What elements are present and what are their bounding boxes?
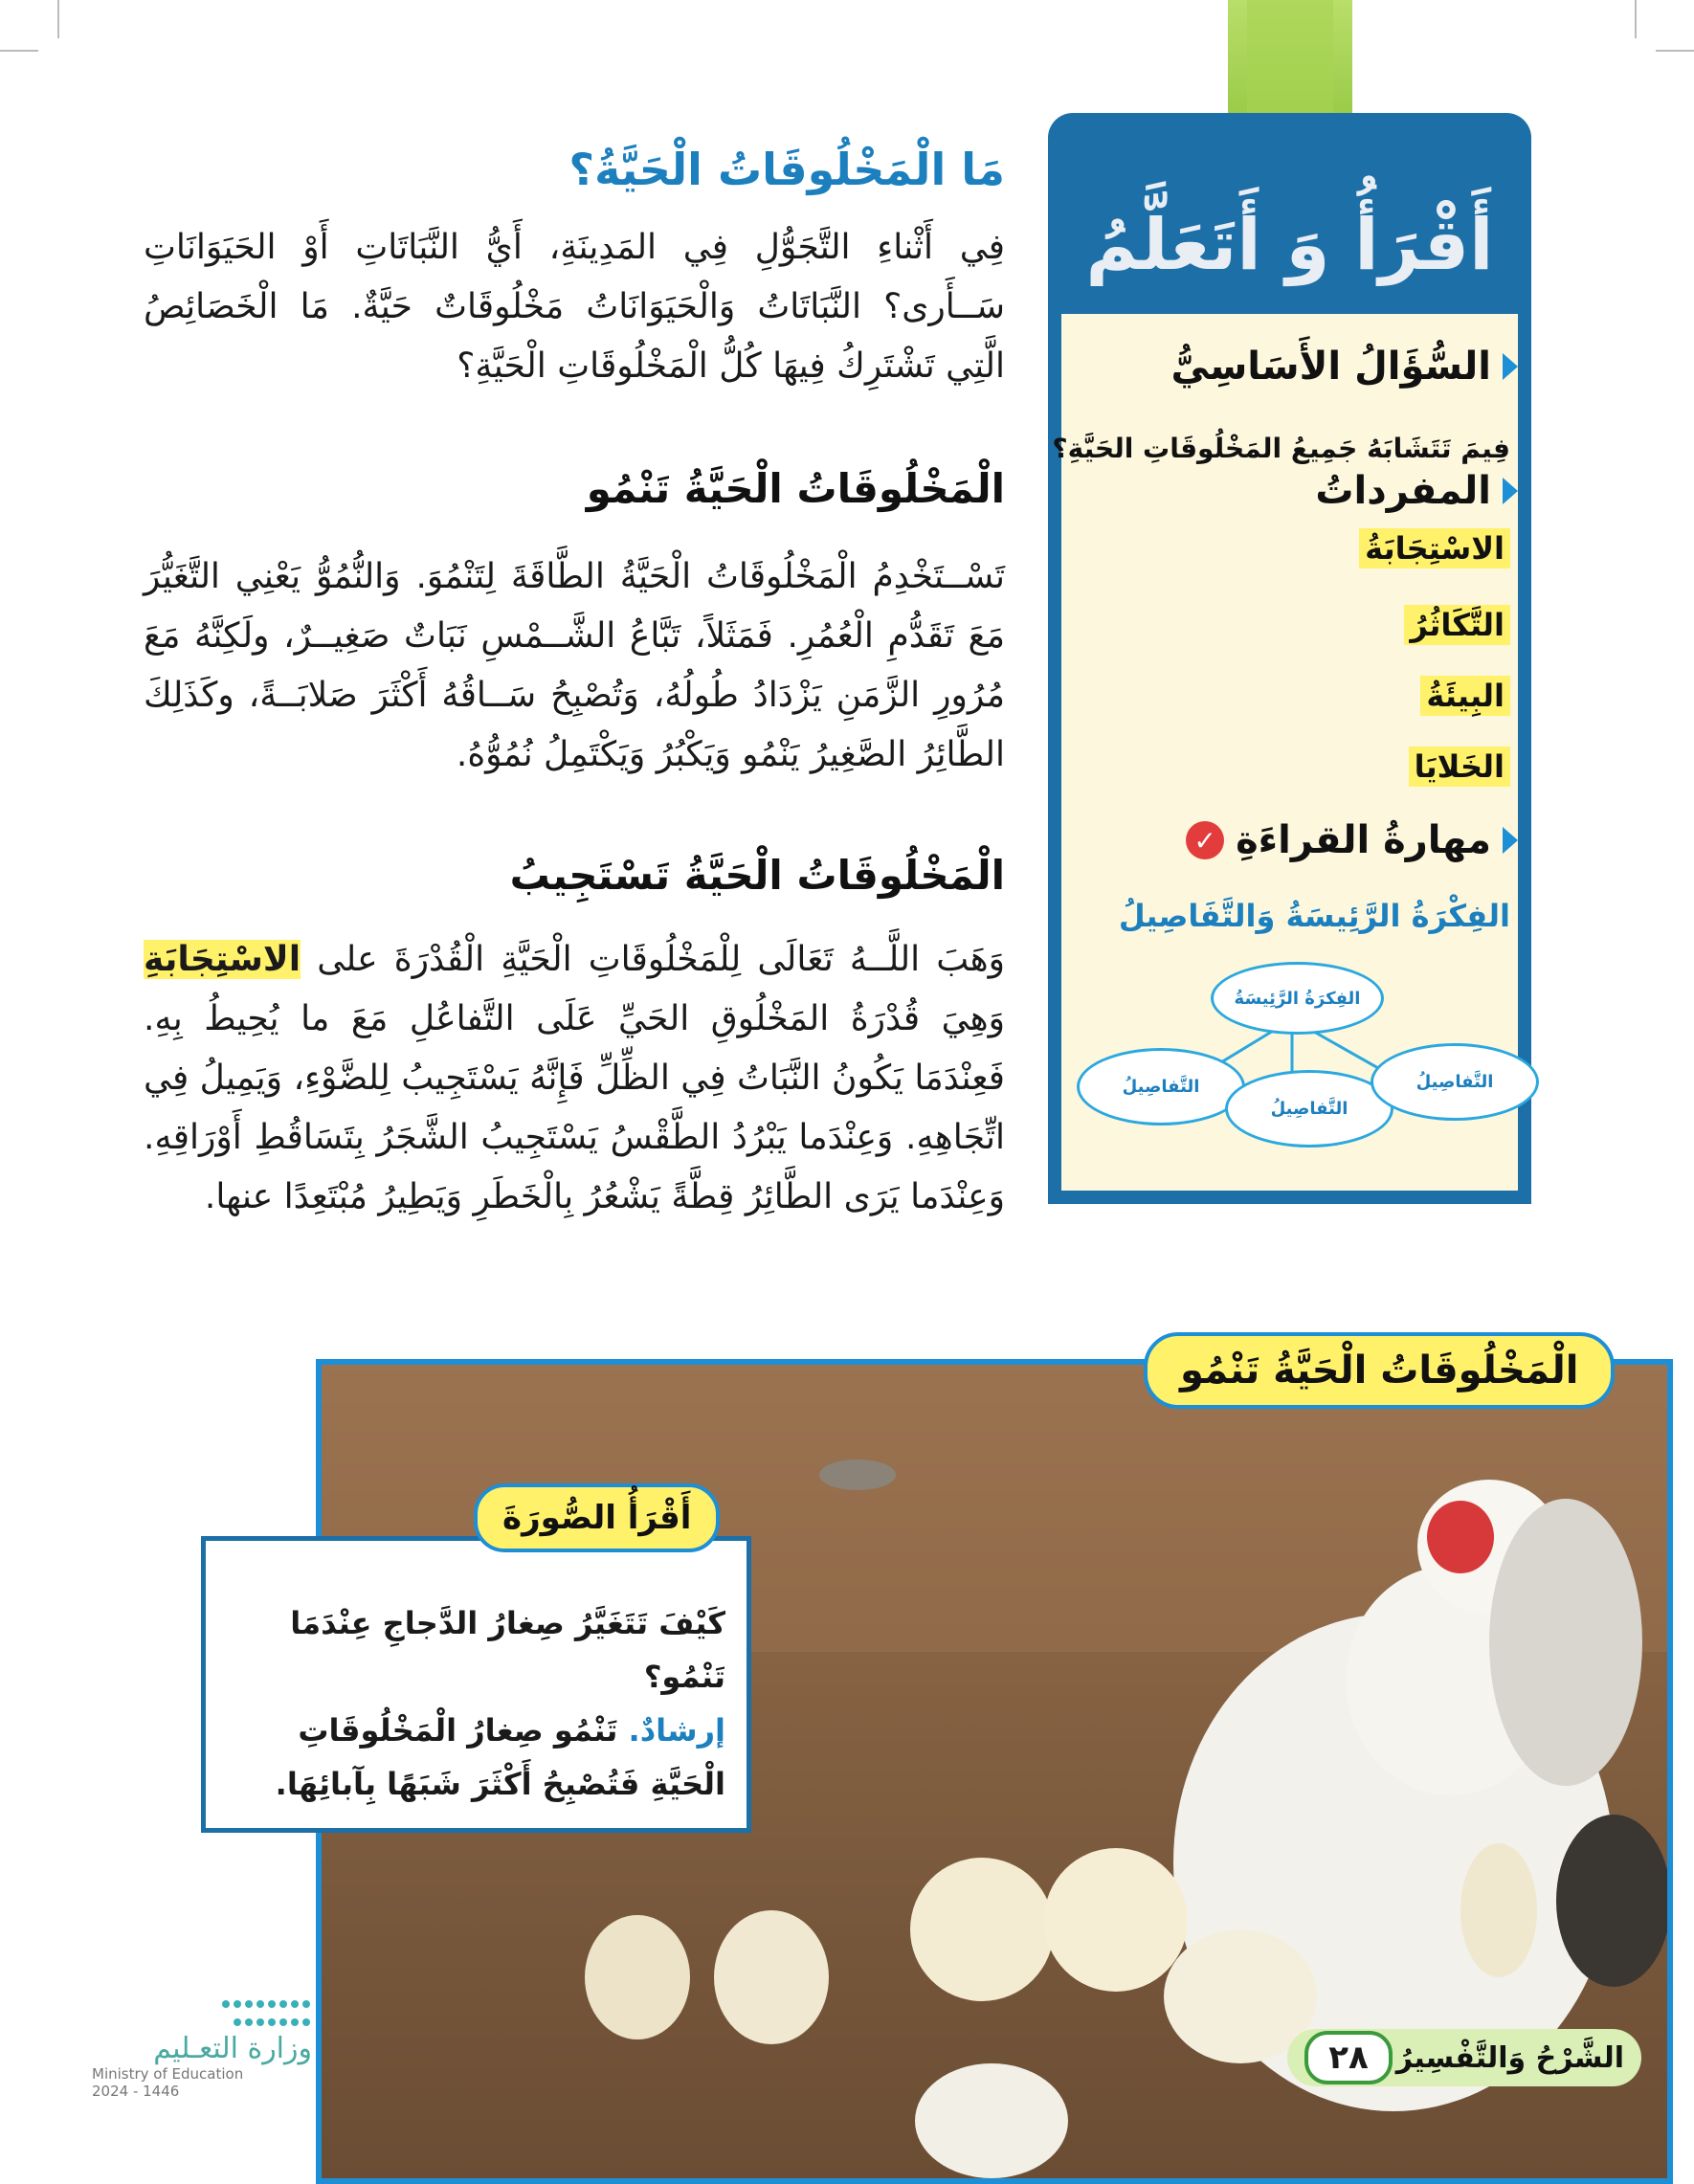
- response-paragraph: وَهَبَ اللَّــهُ تَعَالَى لِلْمَخْلُوقَاتِ الْحَيَّةِ الْقُدْرَةَ على الاسْتِجَابَةِ وَهِيَ قُدْرَةُ المَخْلُوقِ الحَيِّ عَلَى التَّفاعُلِ مَعَ ما يُحِيطُ بِهِ. فَعِنْدَمَا يَكُونُ النَّبَاتُ فِي الظِّلِّ فَإِنَّهُ يَسْتَجِيبُ لِلضَّوْءِ، وَيَمِيلُ فِي اتِّجَاهِهِ. وَعِنْدَما يَبْرُدُ الطَّقْسُ يَسْتَجِيبُ الشَّجَرُ بِتَسَاقُطِ أَوْرَاقِهِ. وَعِنْدَما يَرَى الطَّائِرُ قِطَّةً يَشْعُرُ بِالْخَطَرِ وَيَطِيرُ مُبْتَعِدًا عنها.: [144, 940, 1005, 1216]
- crop-mark: [57, 0, 59, 38]
- vocab-term: الاسْتِجَابَةُ: [1359, 528, 1510, 568]
- diagram-main-idea: الفِكرَةُ الرَّئِيسَةُ: [1211, 962, 1384, 1035]
- vocab-term: البِيئَةُ: [1420, 676, 1510, 716]
- read-the-image-label: أَقْرَأُ الصُّورَةَ: [474, 1483, 720, 1552]
- vocabulary-heading: المفرداتُ: [1315, 469, 1518, 513]
- page-footer-band: [1287, 2029, 1641, 2086]
- image-hint: إرشادٌ. تَنْمُو صِغارُ الْمَخْلُوقَاتِ الْحَيَّةِ فَتُصْبِحُ أَكْثَرَ شَبَهًا بِآبائِهَا.: [275, 1712, 725, 1802]
- ministry-dots-icon: [92, 1995, 312, 2032]
- edition-year: 2024 - 1446: [92, 2083, 180, 2100]
- essential-question: فِيمَ تَتَشَابَهُ جَمِيعُ المَخْلُوقَاتِ الحَيَّةِ؟: [1052, 433, 1510, 464]
- triangle-bullet-icon: [1503, 353, 1518, 380]
- ministry-name-ar: وزارة التعـليم: [153, 2032, 312, 2065]
- diagram-detail: التَّفاصِيلُ: [1225, 1070, 1393, 1148]
- vocab-term: الخَلايَا: [1409, 747, 1510, 787]
- essential-question-heading: السُّؤَالُ الأَسَاسِيُّ: [1170, 345, 1518, 389]
- reading-skill-heading: مهارةُ القراءَةِ ✓: [1186, 818, 1518, 862]
- ministry-logo: [92, 1995, 312, 2100]
- read-the-image-box: [201, 1536, 751, 1833]
- ministry-name-en: Ministry of Education: [92, 2065, 244, 2083]
- read-the-image-text: [218, 1596, 725, 1811]
- section-heading-response: الْمَخْلُوقَاتُ الْحَيَّةُ تَسْتَجِيبُ: [509, 852, 1005, 899]
- intro-paragraph: فِي أَثْناءِ التَّجَوُّلِ فِي المَدِينَةِ، أَيُّ النَّبَاتَاتِ أَوْ الحَيَوَانَاتِ سَــأَرى؟ النَّبَاتَاتُ وَالْحَيَوَانَاتُ مَخْلُوقَاتٌ حَيَّةٌ. مَا الْخَصَائِصُ الَّتِي تَشْتَرِكُ فِيهَا كُلُّ الْمَخْلُوقَاتِ الْحَيَّةِ؟: [144, 228, 1005, 386]
- vocab-term: التَّكَاثُرُ: [1404, 605, 1510, 645]
- page-title: مَا الْمَخْلُوقَاتُ الْحَيَّةُ؟: [568, 144, 1005, 195]
- check-badge-icon: ✓: [1186, 821, 1224, 859]
- crop-mark: [1656, 50, 1694, 52]
- diagram-detail: التَّفاصِيلُ: [1077, 1048, 1245, 1125]
- crop-mark: [0, 50, 38, 52]
- sidebar-header: أَقْرَأُ وَ أَتَعَلَّمُ: [1085, 204, 1494, 286]
- section-name: الشَّرْحُ وَالتَّفْسِيرُ: [1395, 2040, 1624, 2075]
- page-number: ٢٨: [1304, 2031, 1393, 2084]
- growth-paragraph: تَسْــتَخْدِمُ الْمَخْلُوقَاتُ الْحَيَّةُ الطَّاقَةَ لِتَنْمُوَ. وَالنُّمُوُّ يَعْنِي التَّغَيُّرَ مَعَ تَقَدُّمِ الْعُمُرِ. فَمَثَلاً، تَبَّاعُ الشَّــمْسِ نَبَاتٌ صَغِيــرٌ، ولَكِنَّهُ مَعَ مُرُورِ الزَّمَنِ يَزْدَادُ طُولُهُ، وَتُصْبِحُ سَــاقُهُ أَكْثَرَ صَلابَــةً، وكَذَلِكَ الطَّائِرُ الصَّغِيرُ يَنْمُو وَيَكْبُرُ وَيَكْتَمِلُ نُمُوُّهُ.: [144, 557, 1005, 774]
- vocab-highlight: الاسْتِجَابَةِ: [144, 940, 301, 979]
- triangle-bullet-icon: [1503, 827, 1518, 854]
- reading-skill-name: الفِكْرَةُ الرَّئِيسَةُ وَالتَّفَاصِيلُ: [1118, 898, 1510, 934]
- section-heading-growth: الْمَخْلُوقَاتُ الْحَيَّةُ تَنْمُو: [586, 465, 1005, 512]
- crop-mark: [1635, 0, 1637, 38]
- photo-caption-label: الْمَخْلُوقَاتُ الْحَيَّةُ تَنْمُو: [1144, 1332, 1615, 1409]
- triangle-bullet-icon: [1503, 478, 1518, 504]
- diagram-detail: التَّفاصِيلُ: [1371, 1043, 1539, 1121]
- image-question: كَيْفَ تَتَغَيَّرُ صِغارُ الدَّجاجِ عِنْدَمَا تَنْمُو؟: [290, 1605, 725, 1695]
